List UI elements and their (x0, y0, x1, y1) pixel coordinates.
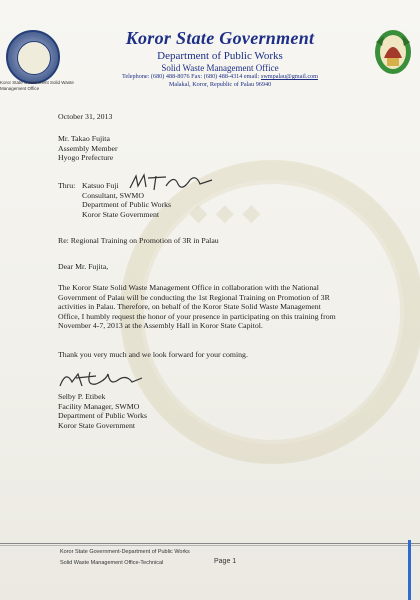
footer-rule (0, 543, 420, 544)
paragraph-line: activities in Palau. Therefore, on behalf of the Koror State Solid Waste Management (58, 302, 321, 312)
recipient-block (58, 134, 118, 163)
salutation: Dear Mr. Fujita, (58, 262, 109, 271)
recipient-line: Mr. Takao Fujita (58, 134, 110, 143)
closing-line: Thank you very much and we look forward for your coming. (58, 350, 248, 359)
signatory-line: Department of Public Works (58, 411, 148, 421)
footer-line-2: Solid Waste Management Office-Technical (60, 560, 164, 566)
signatory-block (58, 392, 147, 430)
paragraph-line: Government of Palau will be conducting the 1st Regional Training on Promotion of 3R (58, 292, 330, 302)
thru-line: Department of Public Works (82, 200, 172, 210)
thru-line: Katsuo Fuji (82, 181, 119, 190)
state-seal-icon (6, 30, 60, 84)
signatory-line: Selby P. Etibek (58, 392, 106, 401)
body-paragraph (58, 283, 398, 331)
subject-line: Re: Regional Training on Promotion of 3R in Palau (58, 236, 219, 245)
watermark-text: ◆ ◆ ◆ (190, 200, 262, 225)
contact-line: Telephone: (680) 488-8076 Fax: (680) 488-4314 email: (121, 73, 260, 80)
signatory-line: Koror State Government (58, 420, 136, 430)
seal-label: Koror State Government Solid Waste Management Office (0, 80, 74, 91)
paragraph-line: Office, I humbly request the honor of your presence in participating on this training from (58, 311, 336, 321)
thru-line: Consultant, SWMO (82, 190, 144, 200)
page-number: Page 1 (214, 558, 237, 565)
paragraph-line: November 4-7, 2013 at the Assembly Hall in Koror State Capitol. (58, 321, 263, 331)
palau-emblem-icon (372, 28, 414, 78)
recipient-line: Assembly Member (58, 143, 118, 153)
paragraph-line: The Koror State Solid Waste Management Office in collaboration with the National (58, 283, 319, 292)
department-name: Department of Public Works (157, 50, 283, 62)
office-name: Solid Waste Management Office (161, 63, 279, 73)
thru-label: Thru: (58, 181, 76, 190)
signatory-line: Facility Manager, SWMO (58, 401, 140, 411)
contact-info (60, 73, 380, 89)
recipient-line: Hyogo Prefecture (58, 153, 114, 163)
footer-line-1: Koror State Government-Department of Public Works (60, 549, 190, 555)
address: Malakal, Koror, Republic of Palau 96940 (168, 81, 272, 88)
government-title: Koror State Government (125, 28, 315, 48)
thru-line: Koror State Government (82, 209, 160, 219)
letter-date: October 31, 2013 (58, 112, 113, 121)
email-link[interactable]: swmpalau@gmail.com (260, 73, 318, 80)
manager-signature-icon (56, 368, 146, 392)
footer-rule-secondary (0, 545, 420, 546)
edge-marker (408, 540, 411, 600)
consultant-signature-icon (126, 172, 216, 196)
